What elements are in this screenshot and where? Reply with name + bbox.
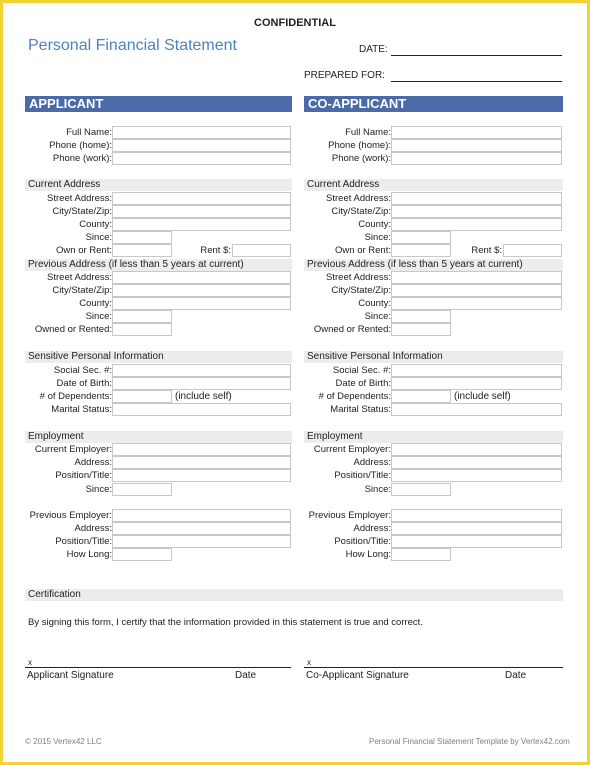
co-applicant-prev-since-label: Since: — [364, 311, 391, 322]
co-applicant-how-long-field[interactable] — [391, 548, 451, 561]
co-applicant-own-or-rent-field[interactable] — [391, 244, 451, 257]
copyright: © 2015 Vertex42 LLC — [25, 737, 102, 746]
applicant-prev-street-address-field[interactable] — [112, 271, 291, 284]
applicant-previous-employer-label: Previous Employer: — [29, 510, 112, 521]
co-applicant-employment-header: Employment — [304, 431, 563, 443]
applicant-employment-since-label: Since: — [85, 484, 112, 495]
co-applicant-prev-position-title-field[interactable] — [391, 535, 562, 548]
applicant-prev-since-field[interactable] — [112, 310, 172, 323]
applicant-employer-address-field[interactable] — [112, 456, 291, 469]
applicant-how-long-field[interactable] — [112, 548, 172, 561]
applicant-date-of-birth-field[interactable] — [112, 377, 291, 390]
co-applicant-prev-city-state-zip-field[interactable] — [391, 284, 562, 297]
co-applicant-prev-since-field[interactable] — [391, 310, 451, 323]
co-applicant-marital-status-label: Marital Status: — [330, 404, 391, 415]
applicant-street-address-label: Street Address: — [47, 193, 112, 204]
co-applicant-social-security-field[interactable] — [391, 364, 562, 377]
applicant-marital-status-field[interactable] — [112, 403, 291, 416]
applicant-dependents-field[interactable] — [112, 390, 172, 403]
co-applicant-date-of-birth-field[interactable] — [391, 377, 562, 390]
applicant-since-label: Since: — [85, 232, 112, 243]
applicant-social-security-field[interactable] — [112, 364, 291, 377]
co-applicant-full-name-label: Full Name: — [345, 127, 391, 138]
co-applicant-previous-employer-label: Previous Employer: — [308, 510, 391, 521]
confidential-label: CONFIDENTIAL — [254, 17, 336, 29]
applicant-social-security-label: Social Sec. #: — [53, 365, 112, 376]
applicant-county-label: County: — [79, 219, 112, 230]
applicant-county-field[interactable] — [112, 218, 291, 231]
co-applicant-current-employer-label: Current Employer: — [313, 444, 391, 455]
co-applicant-position-title-field[interactable] — [391, 469, 562, 482]
co-applicant-signature-line[interactable] — [304, 667, 563, 668]
co-applicant-owned-or-rented-field[interactable] — [391, 323, 451, 336]
applicant-current-address-header: Current Address — [25, 179, 292, 191]
co-applicant-since-field[interactable] — [391, 231, 451, 244]
co-applicant-county-field[interactable] — [391, 218, 562, 231]
certification-header: Certification — [25, 589, 563, 601]
co-applicant-dependents-label: # of Dependents: — [318, 391, 391, 402]
applicant-date-label: Date — [235, 670, 257, 681]
applicant-date-of-birth-label: Date of Birth: — [56, 378, 112, 389]
applicant-current-employer-label: Current Employer: — [34, 444, 112, 455]
co-applicant-employment-since-field[interactable] — [391, 483, 451, 496]
co-applicant-marital-status-field[interactable] — [391, 403, 562, 416]
applicant-own-or-rent-field[interactable] — [112, 244, 172, 257]
co-applicant-prev-employer-address-field[interactable] — [391, 522, 562, 535]
co-applicant-social-security-label: Social Sec. #: — [332, 365, 391, 376]
co-applicant-date-label: Date — [505, 670, 527, 681]
applicant-owned-or-rented-label: Owned or Rented: — [34, 324, 112, 335]
co-applicant-current-employer-field[interactable] — [391, 443, 562, 456]
applicant-position-title-label: Position/Title: — [55, 470, 112, 481]
applicant-full-name-field[interactable] — [112, 126, 291, 139]
co-applicant-city-state-zip-field[interactable] — [391, 205, 562, 218]
co-applicant-date-of-birth-label: Date of Birth: — [335, 378, 391, 389]
applicant-city-state-zip-field[interactable] — [112, 205, 291, 218]
co-applicant-street-address-field[interactable] — [391, 192, 562, 205]
co-applicant-how-long-label: How Long: — [345, 549, 391, 560]
applicant-own-or-rent-label: Own or Rent: — [56, 245, 112, 256]
applicant-prev-employer-address-label: Address: — [74, 523, 112, 534]
co-applicant-phone-home-label: Phone (home): — [328, 140, 391, 151]
co-applicant-since-label: Since: — [364, 232, 391, 243]
applicant-phone-work-field[interactable] — [112, 152, 291, 165]
applicant-city-state-zip-label: City/State/Zip: — [52, 206, 112, 217]
applicant-prev-county-field[interactable] — [112, 297, 291, 310]
page-title: Personal Financial Statement — [28, 37, 237, 54]
applicant-sign-mark: x — [28, 658, 32, 667]
prepared-for-field[interactable] — [391, 81, 562, 82]
co-applicant-rent-label: Rent $: — [471, 245, 502, 256]
co-applicant-position-title-label: Position/Title: — [334, 470, 391, 481]
co-applicant-county-label: County: — [358, 219, 391, 230]
applicant-prev-position-title-label: Position/Title: — [55, 536, 112, 547]
co-applicant-phone-work-field[interactable] — [391, 152, 562, 165]
applicant-previous-employer-field[interactable] — [112, 509, 291, 522]
co-applicant-prev-position-title-label: Position/Title: — [334, 536, 391, 547]
applicant-phone-home-label: Phone (home): — [49, 140, 112, 151]
co-applicant-rent-field[interactable] — [503, 244, 562, 257]
applicant-current-employer-field[interactable] — [112, 443, 291, 456]
template-credit: Personal Financial Statement Template by Vertex42.com — [369, 737, 570, 746]
co-applicant-signature-label: Co-Applicant Signature — [306, 670, 409, 681]
applicant-prev-position-title-field[interactable] — [112, 535, 291, 548]
applicant-employment-since-field[interactable] — [112, 483, 172, 496]
co-applicant-header: CO-APPLICANT — [304, 96, 563, 112]
applicant-prev-employer-address-field[interactable] — [112, 522, 291, 535]
applicant-prev-street-address-label: Street Address: — [47, 272, 112, 283]
applicant-rent-field[interactable] — [232, 244, 291, 257]
certification-text: By signing this form, I certify that the information provided in this statement is true and correct. — [28, 617, 423, 628]
co-applicant-prev-street-address-label: Street Address: — [326, 272, 391, 283]
applicant-prev-since-label: Since: — [85, 311, 112, 322]
applicant-previous-address-header: Previous Address (if less than 5 years at current) — [25, 259, 292, 271]
co-applicant-phone-work-label: Phone (work): — [331, 153, 391, 164]
co-applicant-sign-mark: x — [307, 658, 311, 667]
prepared-for-label: PREPARED FOR: — [304, 70, 385, 81]
co-applicant-current-address-header: Current Address — [304, 179, 563, 191]
date-label: DATE: — [359, 44, 388, 55]
co-applicant-prev-county-label: County: — [358, 298, 391, 309]
applicant-dependents-label: # of Dependents: — [39, 391, 112, 402]
co-applicant-full-name-field[interactable] — [391, 126, 562, 139]
co-applicant-previous-employer-field[interactable] — [391, 509, 562, 522]
co-applicant-city-state-zip-label: City/State/Zip: — [331, 206, 391, 217]
applicant-how-long-label: How Long: — [66, 549, 112, 560]
co-applicant-own-or-rent-label: Own or Rent: — [335, 245, 391, 256]
applicant-prev-city-state-zip-field[interactable] — [112, 284, 291, 297]
applicant-header: APPLICANT — [25, 96, 292, 112]
applicant-prev-city-state-zip-label: City/State/Zip: — [52, 285, 112, 296]
co-applicant-prev-city-state-zip-label: City/State/Zip: — [331, 285, 391, 296]
co-applicant-dependents-field[interactable] — [391, 390, 451, 403]
applicant-full-name-label: Full Name: — [66, 127, 112, 138]
date-field[interactable] — [391, 55, 562, 56]
co-applicant-employment-since-label: Since: — [364, 484, 391, 495]
applicant-street-address-field[interactable] — [112, 192, 291, 205]
applicant-owned-or-rented-field[interactable] — [112, 323, 172, 336]
co-applicant-owned-or-rented-label: Owned or Rented: — [313, 324, 391, 335]
applicant-rent-label: Rent $: — [200, 245, 231, 256]
co-applicant-street-address-label: Street Address: — [326, 193, 391, 204]
co-applicant-employer-address-label: Address: — [353, 457, 391, 468]
applicant-marital-status-label: Marital Status: — [51, 404, 112, 415]
applicant-include-self-note: (include self) — [175, 391, 232, 402]
applicant-sensitive-info-header: Sensitive Personal Information — [25, 351, 292, 363]
co-applicant-employer-address-field[interactable] — [391, 456, 562, 469]
applicant-employment-header: Employment — [25, 431, 292, 443]
applicant-signature-label: Applicant Signature — [27, 670, 114, 681]
co-applicant-prev-county-field[interactable] — [391, 297, 562, 310]
co-applicant-phone-home-field[interactable] — [391, 139, 562, 152]
applicant-prev-county-label: County: — [79, 298, 112, 309]
applicant-employer-address-label: Address: — [74, 457, 112, 468]
applicant-phone-home-field[interactable] — [112, 139, 291, 152]
co-applicant-sensitive-info-header: Sensitive Personal Information — [304, 351, 563, 363]
applicant-signature-line[interactable] — [25, 667, 291, 668]
co-applicant-include-self-note: (include self) — [454, 391, 511, 402]
co-applicant-prev-employer-address-label: Address: — [353, 523, 391, 534]
co-applicant-previous-address-header: Previous Address (if less than 5 years at current) — [304, 259, 563, 271]
co-applicant-prev-street-address-field[interactable] — [391, 271, 562, 284]
applicant-since-field[interactable] — [112, 231, 172, 244]
applicant-position-title-field[interactable] — [112, 469, 291, 482]
applicant-phone-work-label: Phone (work): — [52, 153, 112, 164]
